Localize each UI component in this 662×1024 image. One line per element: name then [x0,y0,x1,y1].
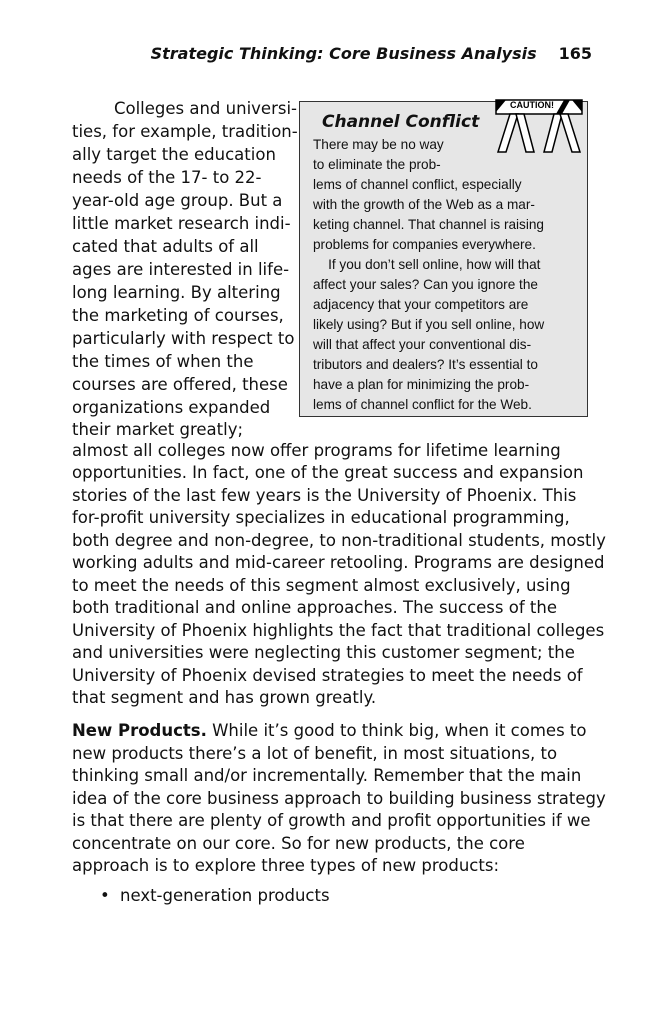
bullet-marker: • [100,886,110,905]
caution-icon [494,98,586,154]
body-line: ties, for example, tradition- [72,122,298,141]
sidebar-line: adjacency that your competitors are [313,297,529,312]
bullet-text: next-generation products [120,886,330,905]
running-header [151,44,592,63]
sidebar-line: lems of channel conflict, especially [313,177,522,192]
body-line: approach is to explore three types of new products: [72,856,500,875]
body-line: little market research indi- [72,214,291,233]
body-line: and universities were neglecting this customer segment; the [72,643,575,662]
sidebar-line: likely using? But if you sell online, how [313,317,545,332]
sidebar-line: affect your sales? Can you ignore the [313,277,538,292]
body-line: idea of the core business approach to building business strategy [72,789,606,808]
sidebar-line: have a plan for minimizing the prob- [313,377,530,392]
body-line: for-profit university specializes in educational programming, [72,508,570,527]
bullet-item [100,886,330,905]
body-line: courses are offered, these [72,375,288,394]
body-line: the times of when the [72,352,254,371]
body-line: that segment and has grown greatly. [72,688,377,707]
body-line: ally target the education [72,145,276,164]
body-line: concentrate on our core. So for new products, the core [72,834,525,853]
running-title: Strategic Thinking: Core Business Analysis [150,44,537,63]
body-line: working adults and mid-career retooling. Programs are designed [72,553,605,572]
sidebar-line: There may be no way [313,137,444,152]
sidebar-line: keting channel. That channel is raising [313,217,544,232]
sidebar-line: will that affect your conventional dis- [313,337,532,352]
sidebar-line: with the growth of the Web as a mar- [313,197,535,212]
page-number: 165 [558,44,592,63]
caution-label: CAUTION! [510,100,554,110]
body-line: University of Phoenix highlights the fact that traditional colleges [72,621,605,640]
sidebar-line: lems of channel conflict for the Web. [313,397,532,412]
body-line: thinking small and/or incrementally. Remember that the main [72,766,582,785]
body-line: organizations expanded [72,398,271,417]
sidebar-line: to eliminate the prob- [313,157,441,172]
body-line: both traditional and online approaches. The success of the [72,598,557,617]
body-line: University of Phoenix devised strategies to meet the needs of [72,666,583,685]
body-line: long learning. By altering [72,283,281,302]
body-line: particularly with respect to [72,329,295,348]
sidebar-line: If you don’t sell online, how will that [313,257,541,272]
sidebar-title: Channel Conflict [322,112,480,132]
body-line: cated that adults of all [72,237,259,256]
body-line: needs of the 17- to 22- [72,168,262,187]
sidebar-line: problems for companies everywhere. [313,237,536,252]
body-line: opportunities. In fact, one of the great success and expansion [72,463,584,482]
body-line: ages are interested in life- [72,260,290,279]
sidebar-line: tributors and dealers? It’s essential to [313,357,538,372]
body-line: stories of the last few years is the University of Phoenix. This [72,486,577,505]
caution-sidebar [299,101,588,417]
body-line: to meet the needs of this segment almost exclusively, using [72,576,571,595]
body-line: Colleges and universi- [72,99,297,118]
body-text: While it’s good to think big, when it comes to [206,721,587,740]
body-line: the marketing of courses, [72,306,284,325]
body-line: both degree and non-degree, to non-traditional students, mostly [72,531,606,550]
body-line: is that there are plenty of growth and profit opportunities if we [72,811,591,830]
body-line: almost all colleges now offer programs for lifetime learning [72,441,561,460]
body-line: their market greatly; [72,420,244,439]
new-products-first-line [72,721,586,740]
body-line: new products there’s a lot of benefit, in most situations, to [72,744,558,763]
new-products-heading: New Products. [72,721,207,740]
body-line: year-old age group. But a [72,191,283,210]
